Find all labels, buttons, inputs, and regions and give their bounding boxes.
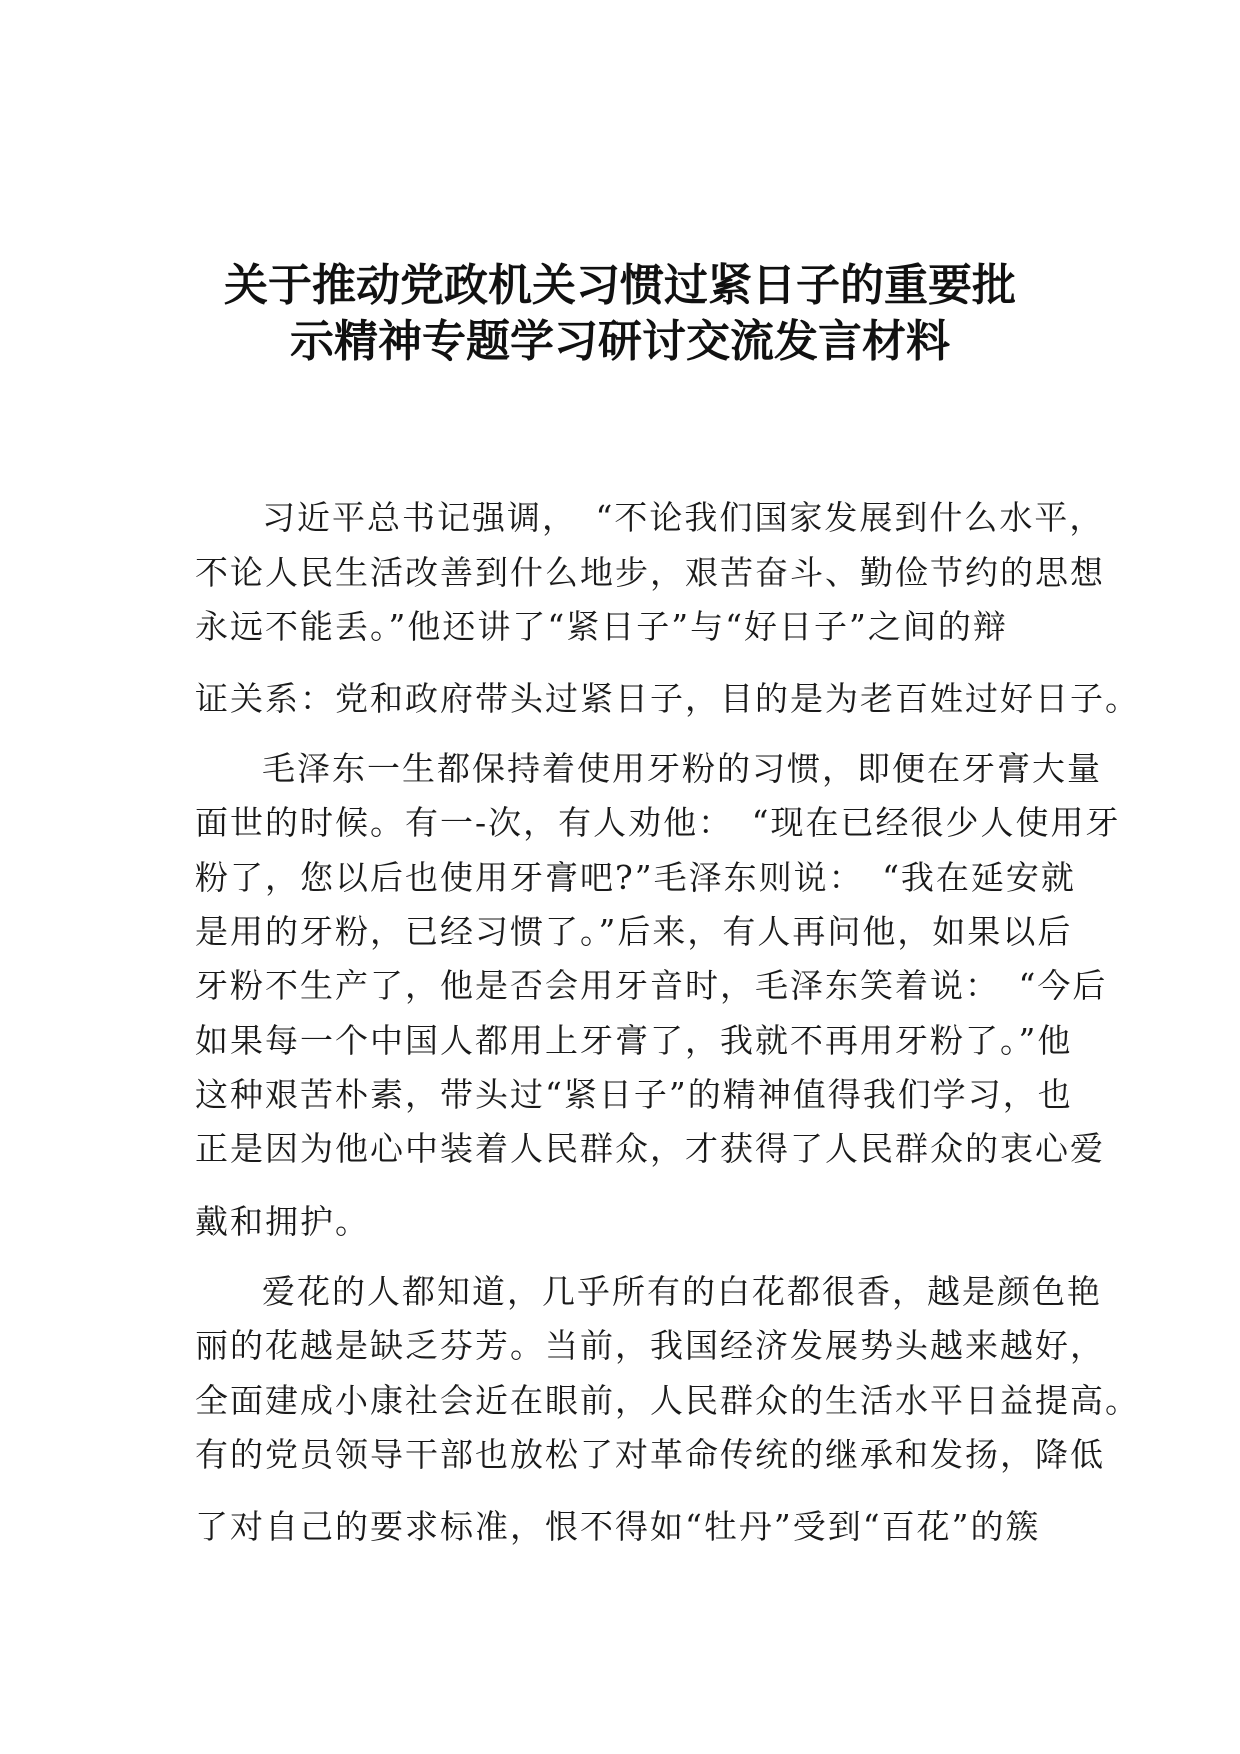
body-line-9: 牙粉不生产了，他是否会用牙音时，毛泽东笑着说： “今后 bbox=[195, 966, 1108, 1005]
body-line-7: 粉了，您以后也使用牙膏吧?”毛泽东则说： “我在延安就 bbox=[195, 858, 1076, 897]
body-line-10: 如果每一个中国人都用上牙膏了，我就不再用牙粉了。”他 bbox=[195, 1021, 1073, 1060]
body-line-8: 是用的牙粉，已经习惯了。”后来，有人再问他，如果以后 bbox=[195, 912, 1073, 951]
title-line-2: 示精神专题学习研讨交流发言材料 bbox=[290, 316, 950, 367]
body-line-5: 毛泽东一生都保持着使用牙粉的习惯，即便在牙膏大量 bbox=[262, 749, 1102, 788]
body-line-3: 永远不能丢。”他还讲了“紧日子”与“好日子”之间的辩 bbox=[195, 607, 1008, 646]
title-line-1: 关于推动党政机关习惯过紧日子的重要批 bbox=[224, 260, 1016, 311]
body-line-18: 了对自己的要求标准，恨不得如“牡丹”受到“百花”的簇 bbox=[195, 1507, 1041, 1546]
body-line-17: 有的党员领导干部也放松了对革命传统的继承和发扬，降低 bbox=[195, 1435, 1105, 1474]
document-title bbox=[120, 258, 1120, 370]
body-line-4: 证关系：党和政府带头过紧日子，目的是为老百姓过好日子。 bbox=[195, 679, 1140, 718]
body-line-14: 爱花的人都知道，几乎所有的白花都很香，越是颜色艳 bbox=[262, 1272, 1102, 1311]
body-line-2: 不论人民生活改善到什么地步，艰苦奋斗、勤俭节约的思想 bbox=[195, 553, 1105, 592]
body-line-12: 正是因为他心中装着人民群众，才获得了人民群众的衷心爱 bbox=[195, 1129, 1105, 1168]
body-line-1: 习近平总书记强调， “不论我们国家发展到什么水平， bbox=[262, 498, 1105, 537]
body-line-11: 这种艰苦朴素，带头过“紧日子”的精神值得我们学习，也 bbox=[195, 1075, 1073, 1114]
body-line-16: 全面建成小康社会近在眼前，人民群众的生活水平日益提高。 bbox=[195, 1381, 1140, 1420]
body-line-13: 戴和拥护。 bbox=[195, 1202, 370, 1241]
body-line-6: 面世的时候。有一-次，有人劝他： “现在已经很少人使用牙 bbox=[195, 803, 1121, 842]
body-line-15: 丽的花越是缺乏芬芳。当前，我国经济发展势头越来越好， bbox=[195, 1326, 1105, 1365]
